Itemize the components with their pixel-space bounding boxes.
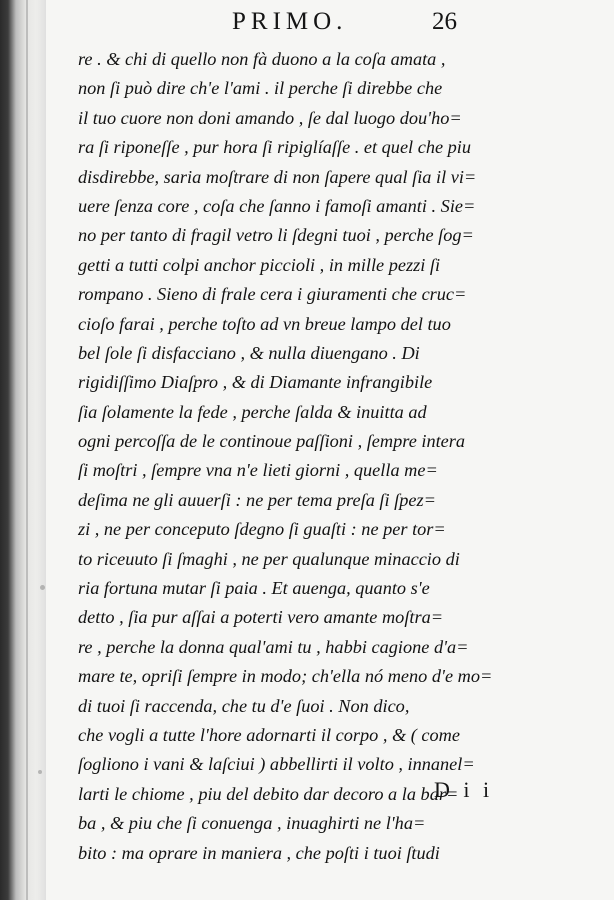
text-line: detto , ſia pur aſſai a poterti vero amante moſtra= bbox=[78, 607, 444, 628]
paper-speck bbox=[40, 585, 45, 590]
text-line: zi , ne per conceputo ſdegno ſi guaſti : ne per tor= bbox=[78, 519, 446, 540]
text-line: ria fortuna mutar ſi paia . Et auenga, quanto s'e bbox=[78, 578, 430, 599]
text-line: rigidiſſimo Diaſpro , & di Diamante infrangibile bbox=[78, 372, 433, 393]
text-line: no per tanto di fragil vetro li ſdegni tuoi , perche ſog= bbox=[78, 225, 474, 246]
signature-mark: D i i bbox=[434, 777, 494, 802]
text-line: disdirebbe, saria moſtrare di non ſapere qual ſia il vi= bbox=[78, 166, 477, 187]
text-line: non ſi può dire ch'e l'ami . il perche ſi direbbe che bbox=[78, 78, 443, 99]
book-spine-gutter bbox=[0, 0, 46, 900]
text-line: ba , & piu che ſi conuenga , inuaghirti ne l'ha= bbox=[78, 813, 426, 834]
text-line: ſi moſtri , ſempre vna n'e lieti giorni , quella me= bbox=[78, 460, 438, 481]
text-line: che vogli a tutte l'hore adornarti il corpo , & ( come bbox=[78, 724, 460, 745]
text-line: ſogliono i vani & laſciui ) abbellirti il volto , innanel= bbox=[78, 754, 475, 775]
text-line: larti le chiome , piu del debito dar decoro a la bar= bbox=[78, 783, 459, 804]
text-line: ſia ſolamente la fede , perche ſalda & inuitta ad bbox=[78, 401, 427, 422]
text-line: ogni percoſſa de le continoue paſſioni , ſempre intera bbox=[78, 431, 466, 452]
text-line: ra ſi riponeſſe , pur hora ſi ripiglíaſſe . et quel che piu bbox=[78, 137, 472, 158]
body-text bbox=[78, 45, 518, 868]
text-line: getti a tutti colpi anchor piccioli , in mille pezzi ſi bbox=[78, 254, 441, 275]
page-number: 26 bbox=[432, 8, 457, 35]
spine-crease bbox=[26, 0, 28, 900]
gutter-shadow bbox=[36, 0, 46, 900]
text-line: bito : ma oprare in maniera , che poſti i tuoi ſtudi bbox=[78, 842, 440, 863]
text-line: re , perche la donna qual'ami tu , habbi cagione d'a= bbox=[78, 636, 469, 657]
text-line: mare te, opriſi ſempre in modo; ch'ella nó meno d'e mo= bbox=[78, 666, 493, 687]
text-line: rompano . Sieno di frale cera i giuramenti che cruc= bbox=[78, 284, 467, 305]
text-line: il tuo cuore non doni amando , ſe dal luogo dou'ho= bbox=[78, 107, 462, 128]
page-header bbox=[0, 8, 614, 42]
text-line: re . & chi di quello non fà duono a la coſa amata , bbox=[78, 49, 446, 69]
text-line: cioſo farai , perche toſto ad vn breue lampo del tuo bbox=[78, 313, 451, 334]
paper-speck bbox=[38, 770, 42, 774]
text-line: uere ſenza core , coſa che ſanno i famoſi amanti . Sie= bbox=[78, 195, 476, 216]
text-line: deſima ne gli auuerſi : ne per tema preſa ſi ſpez= bbox=[78, 489, 436, 510]
text-line: to riceuuto ſi ſmaghi , ne per qualunque minaccio di bbox=[78, 548, 460, 569]
running-head: PRIMO. bbox=[232, 8, 348, 35]
text-line: di tuoi ſi raccenda, che tu d'e ſuoi . Non dico, bbox=[78, 695, 410, 716]
text-line: bel ſole ſi disfacciano , & nulla diuengano . Di bbox=[78, 342, 420, 363]
